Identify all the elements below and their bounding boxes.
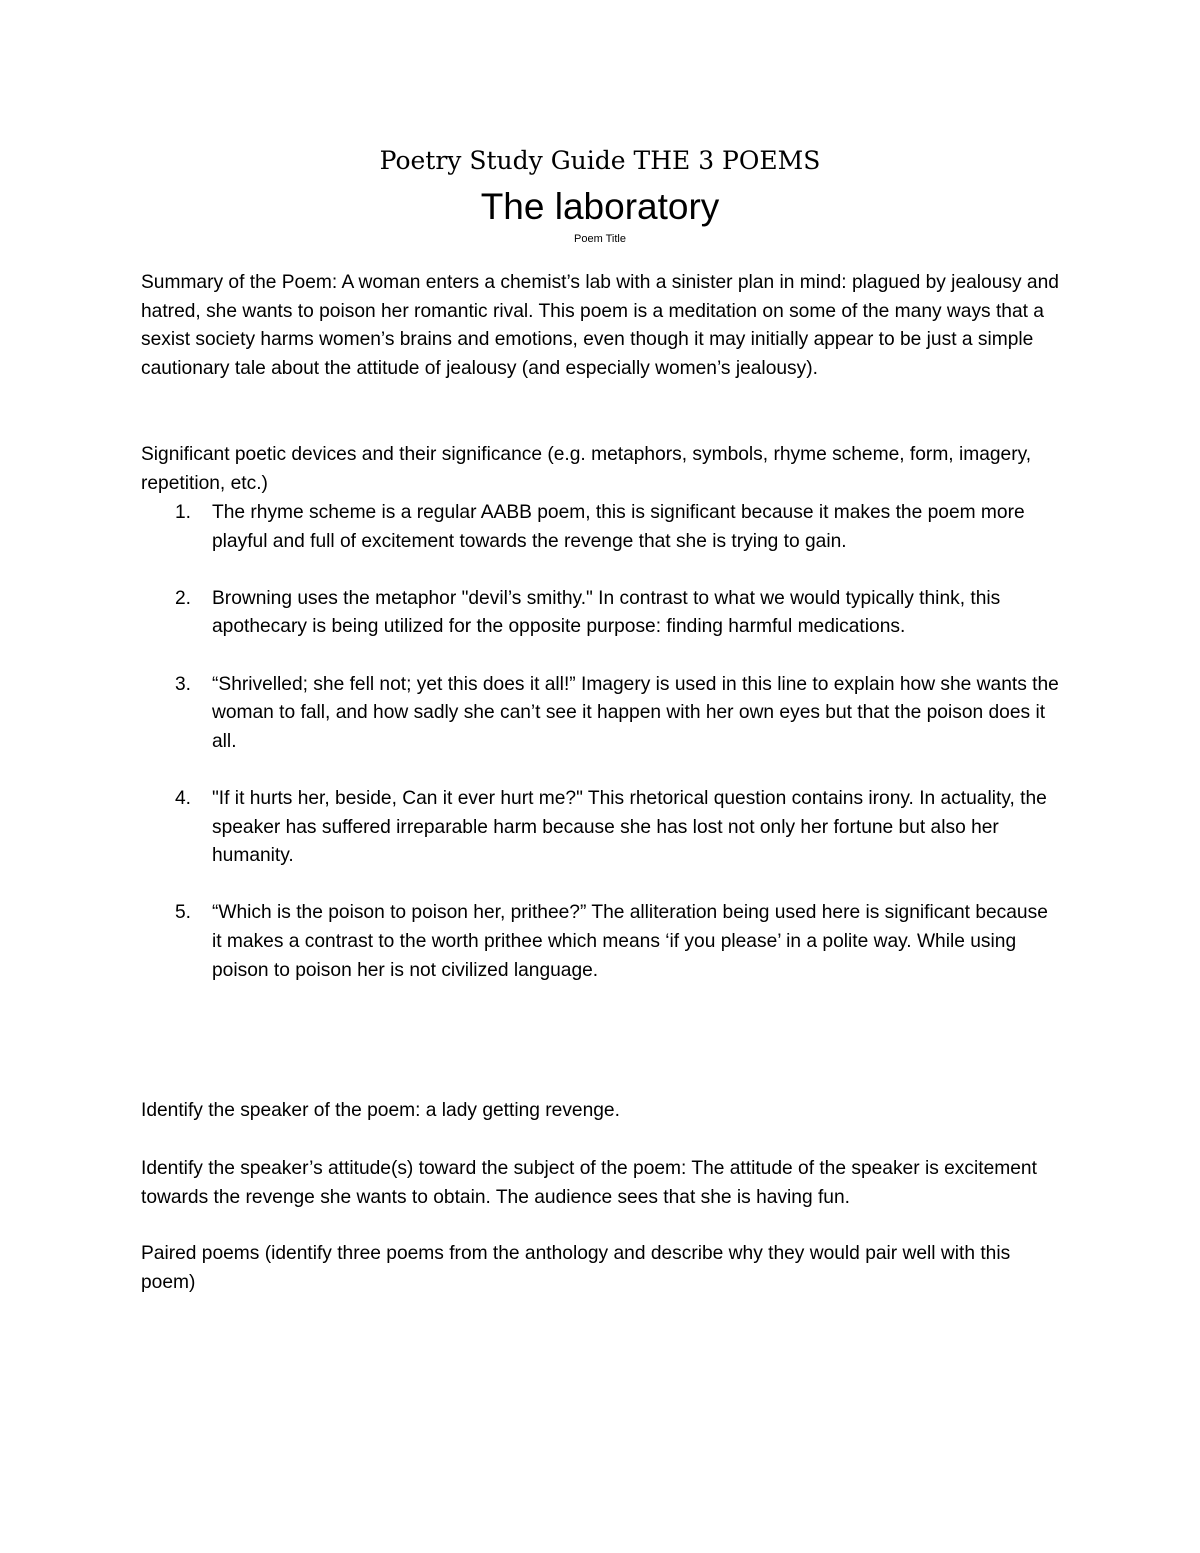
- poem-title-label: Poem Title: [574, 233, 626, 245]
- list-item: [141, 585, 1061, 642]
- list-item: [141, 785, 1061, 871]
- list-item-number: 2.: [175, 587, 192, 609]
- list-item: [141, 499, 1061, 556]
- list-item-number: 5.: [175, 902, 192, 924]
- list-item: [141, 671, 1061, 757]
- guide-title: Poetry Study Guide THE 3 POEMS: [379, 146, 821, 175]
- list-item-number: 1.: [175, 502, 192, 523]
- devices-list: [141, 499, 1061, 1014]
- speaker-paragraph: Identify the speaker of the poem: a lady getting revenge.: [141, 1100, 620, 1121]
- poem-title: The laboratory: [480, 186, 720, 227]
- attitude-paragraph: Identify the speaker’s attitude(s) toward the subject of the poem: The attitude of the speaker is excitement towards the revenge she wants to obtain. The audience sees that she is having fun.: [141, 1158, 1037, 1208]
- list-item-text: "If it hurts her, beside, Can it ever hurt me?" This rhetorical question contains irony. In actuality, the speaker has suffered irreparable harm because she has lost not only her fortune but also her humanity.: [212, 787, 1047, 867]
- summary-paragraph: Summary of the Poem: A woman enters a chemist’s lab with a sinister plan in mind: plagued by jealousy and hatred, she wants to poison her romantic rival. This poem is a meditation on some of the many ways that a sexist society harms women’s brains and emotions, even though it may initially appear to be just a simple cautionary tale about the attitude of jealousy (and especially women’s jealousy).: [141, 272, 1059, 379]
- paired-poems-paragraph: Paired poems (identify three poems from the anthology and describe why they would pair well with this poem): [141, 1243, 1011, 1293]
- list-item-text: Browning uses the metaphor "devil’s smithy." In contrast to what we would typically think, this apothecary is being utilized for the opposite purpose: finding harmful medications.: [212, 587, 1001, 638]
- list-item-text: The rhyme scheme is a regular AABB poem, this is significant because it makes the poem more playful and full of excitement towards the revenge that she is trying to gain.: [212, 502, 1025, 552]
- list-item: [141, 899, 1061, 985]
- list-item-text: “Which is the poison to poison her, prithee?” The alliteration being used here is significant because it makes a contrast to the worth prithee which means ‘if you please’ in a polite way. While using poison to poison her is not civilized language.: [212, 902, 1048, 981]
- devices-intro: Significant poetic devices and their significance (e.g. metaphors, symbols, rhyme scheme, form, imagery, repetition, etc.): [141, 444, 1032, 494]
- list-item-text: “Shrivelled; she fell not; yet this does it all!” Imagery is used in this line to explain how she wants the woman to fall, and how sadly she can’t see it happen with her own eyes but that the poison does it all.: [212, 673, 1059, 752]
- list-item-number: 3.: [175, 673, 192, 695]
- list-item-number: 4.: [175, 787, 192, 809]
